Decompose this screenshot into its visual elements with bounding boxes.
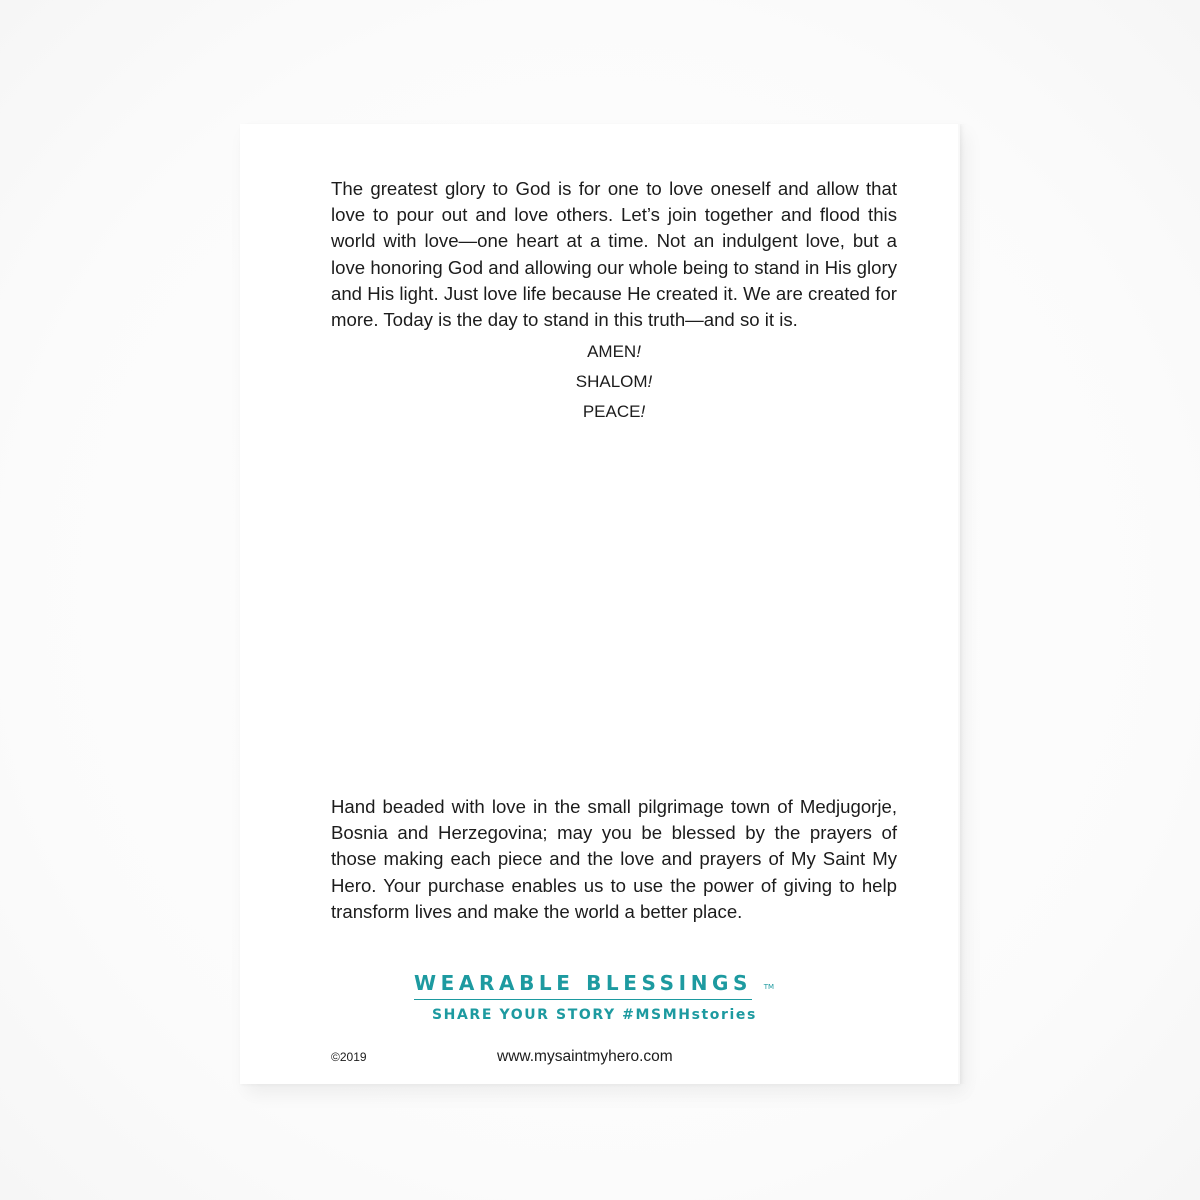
prayer-text: The greatest glory to God is for one to love oneself and allow that love to pour out and love others. Let’s join together and flood this world with love—one heart at a time. Not an indulgent love, but a love honoring God and allowing our whole being to stand in His glory and His light. Just love life because He created it. We are created for more. Today is the day to stand in this truth—and so it is. — [331, 178, 897, 331]
copyright-notice: ©2019 — [331, 1050, 367, 1064]
card-edge-shadow — [958, 124, 966, 1084]
closing-shalom: SHALOM! — [575, 372, 653, 391]
brand-tagline: SHARE YOUR STORY #MSMHstories — [432, 1007, 757, 1023]
website-link[interactable]: www.mysaintmyhero.com — [497, 1048, 673, 1065]
brand-logo — [414, 968, 774, 1026]
closing-peace: PEACE! — [582, 402, 646, 421]
brand-name: WEARABLE BLESSINGS TM — [414, 968, 752, 1000]
origin-text: Hand beaded with love in the small pilgrimage town of Medjugorje, Bosnia and Herzegovina; may you be blessed by the prayers of those making each piece and the love and prayers of My Saint My Hero. Your purchase enables us to use the power of giving to help transform lives and make the world a better place. — [331, 796, 897, 922]
trademark-mark: TM — [763, 983, 775, 991]
closing-words — [331, 337, 897, 427]
closing-amen: AMEN! — [587, 342, 641, 361]
